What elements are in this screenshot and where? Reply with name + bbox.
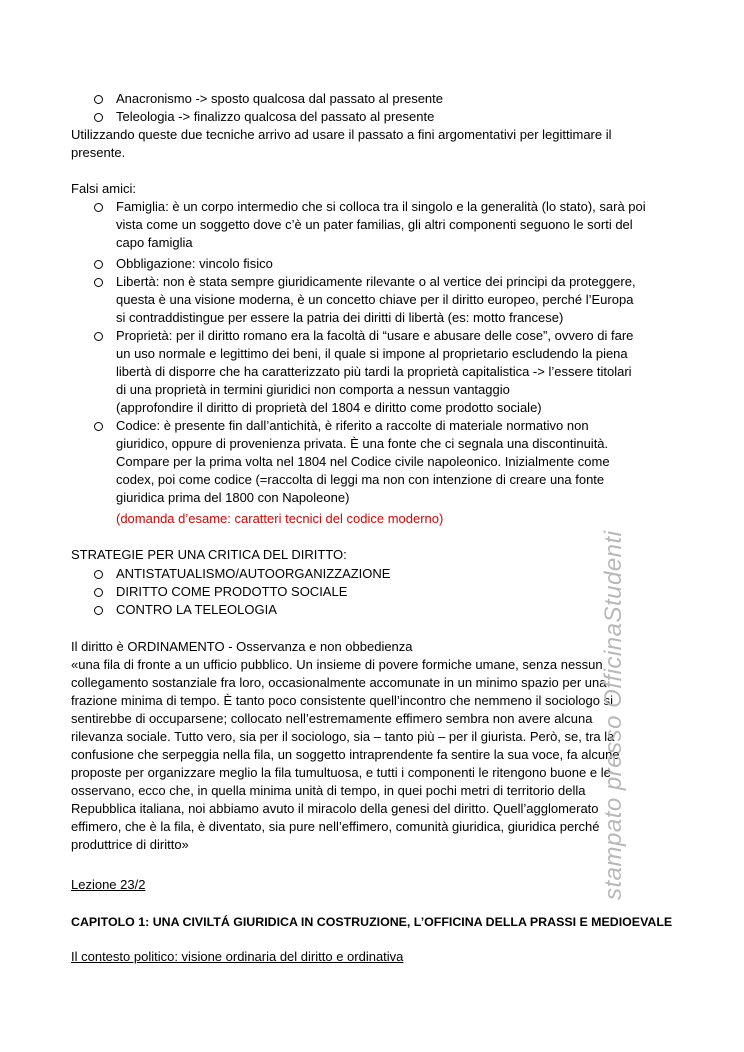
list-item: CONTRO LA TELEOLOGIA	[116, 602, 277, 617]
list-item: Famiglia: è un corpo intermedio che si colloca tra il singolo e la generalità (lo stato), sarà poi	[116, 199, 646, 214]
bullet-icon	[94, 113, 103, 122]
bullet-icon	[94, 606, 103, 615]
subsection-title: Il contesto politico: visione ordinaria del diritto e ordinativa	[71, 949, 404, 964]
quote-line: «una fila di fronte a un ufficio pubblico. Un insieme di povere formiche umane, senza nessun	[71, 657, 603, 672]
list-item-continuation: un uso normale e legittimo dei beni, il quale si impone al proprietario escludendo la piena	[116, 346, 628, 361]
list-item-continuation: Compare per la prima volta nel 1804 nel Codice civile napoleonico. Inizialmente come	[116, 454, 610, 469]
list-item-continuation: vista come un soggetto dove c’è un pater familias, gli altri componenti seguono le sorti del	[116, 217, 633, 232]
bullet-icon	[94, 422, 103, 431]
list-item-continuation: di una proprietà in termini giuridici non comporta a nessun vantaggio	[116, 382, 510, 397]
quote-line: Repubblica italiana, noi abbiamo avuto il miracolo della genesi del diritto. Quell’agglomerato	[71, 801, 599, 816]
quote-line: osservano, ecco che, in quella minima unità di tempo, in quei pochi metri di territorio della	[71, 783, 586, 798]
watermark: stampato presso OfficinaStudenti	[600, 530, 627, 900]
quote-line: effimero, che è la fila, è diventato, sia pure nell’effimero, comunità giuridica, giuridica perché	[71, 819, 600, 834]
list-item: ANTISTATUALISMO/AUTOORGANIZZAZIONE	[116, 566, 391, 581]
paragraph-line: Il diritto è ORDINAMENTO - Osservanza e non obbedienza	[71, 639, 413, 654]
exam-note: (domanda d’esame: caratteri tecnici del codice moderno)	[116, 511, 444, 526]
quote-line: rilevanza sociale. Tutto vero, sia per il sociologo, sia – tanto più – per il giurista. Però, se, tra la	[71, 729, 615, 744]
section-heading: Falsi amici:	[71, 181, 137, 196]
bullet-icon	[94, 260, 103, 269]
quote-line: produttrice di diritto»	[71, 837, 189, 852]
bullet-icon	[94, 332, 103, 341]
lesson-date: Lezione 23/2	[71, 877, 146, 892]
section-heading: STRATEGIE PER UNA CRITICA DEL DIRITTO:	[71, 547, 347, 562]
quote-line: proposte per organizzare meglio la fila tumultuosa, e tutti i componenti le ritengono buone e le	[71, 765, 611, 780]
chapter-title: CAPITOLO 1: UNA CIVILTÁ GIURIDICA IN COSTRUZIONE, L’OFFICINA DELLA PRASSI E MEDIOEVALE	[71, 915, 673, 929]
bullet-icon	[94, 278, 103, 287]
list-item-continuation: libertà di disporre che ha caratterizzato più tardi la proprietà capitalistica -> l’essere titolari	[116, 364, 632, 379]
list-item: Libertà: non è stata sempre giuridicamente rilevante o al vertice dei principi da proteggere,	[116, 274, 636, 289]
list-item-continuation: giuridica prima del 1800 con Napoleone)	[116, 490, 350, 505]
list-item: Obbligazione: vincolo fisico	[116, 256, 273, 271]
list-item: DIRITTO COME PRODOTTO SOCIALE	[116, 584, 348, 599]
bullet-icon	[94, 203, 103, 212]
quote-line: collegamento sostanziale fra loro, occasionalmente accomunate in un minimo spazio per una	[71, 675, 607, 690]
list-item-continuation: (approfondire il diritto di proprietà del 1804 e diritto come prodotto sociale)	[116, 400, 542, 415]
list-item: Codice: è presente fin dall’antichità, è riferito a raccolte di materiale normativo non	[116, 418, 589, 433]
list-item-continuation: si contraddistingue per essere la patria dei diritti di libertà (es: motto francese)	[116, 310, 564, 325]
list-item-continuation: giuridico, oppure di provenienza privata. È una fonte che ci segnala una discontinuità.	[116, 436, 609, 451]
list-item-continuation: capo famiglia	[116, 235, 193, 250]
quote-line: sentirebbe di occuparsene; collocato nell’estremamente effimero sembra non avere alcuna	[71, 711, 593, 726]
bullet-icon	[94, 588, 103, 597]
list-item: Anacronismo -> sposto qualcosa dal passato al presente	[116, 91, 443, 106]
bullet-icon	[94, 570, 103, 579]
paragraph-line: presente.	[71, 145, 126, 160]
bullet-icon	[94, 95, 103, 104]
list-item-continuation: codex, poi come codice (=raccolta di leggi ma non con intenzione di creare una fonte	[116, 472, 605, 487]
list-item: Teleologia -> finalizzo qualcosa del passato al presente	[116, 109, 435, 124]
paragraph-line: Utilizzando queste due tecniche arrivo ad usare il passato a fini argomentativi per legittimare il	[71, 127, 612, 142]
quote-line: frazione minima di tempo. È tanto poco consistente quell’incontro che nemmeno il sociologo si	[71, 693, 613, 708]
quote-line: confusione che serpeggia nella fila, un soggetto intraprendente fa sentire la sua voce, fa alcune	[71, 747, 620, 762]
list-item-continuation: questa è una visione moderna, è un concetto chiave per il diritto europeo, perché l’Europa	[116, 292, 634, 307]
list-item: Proprietà: per il diritto romano era la facoltà di “usare e abusare delle cose”, ovvero di fare	[116, 328, 634, 343]
